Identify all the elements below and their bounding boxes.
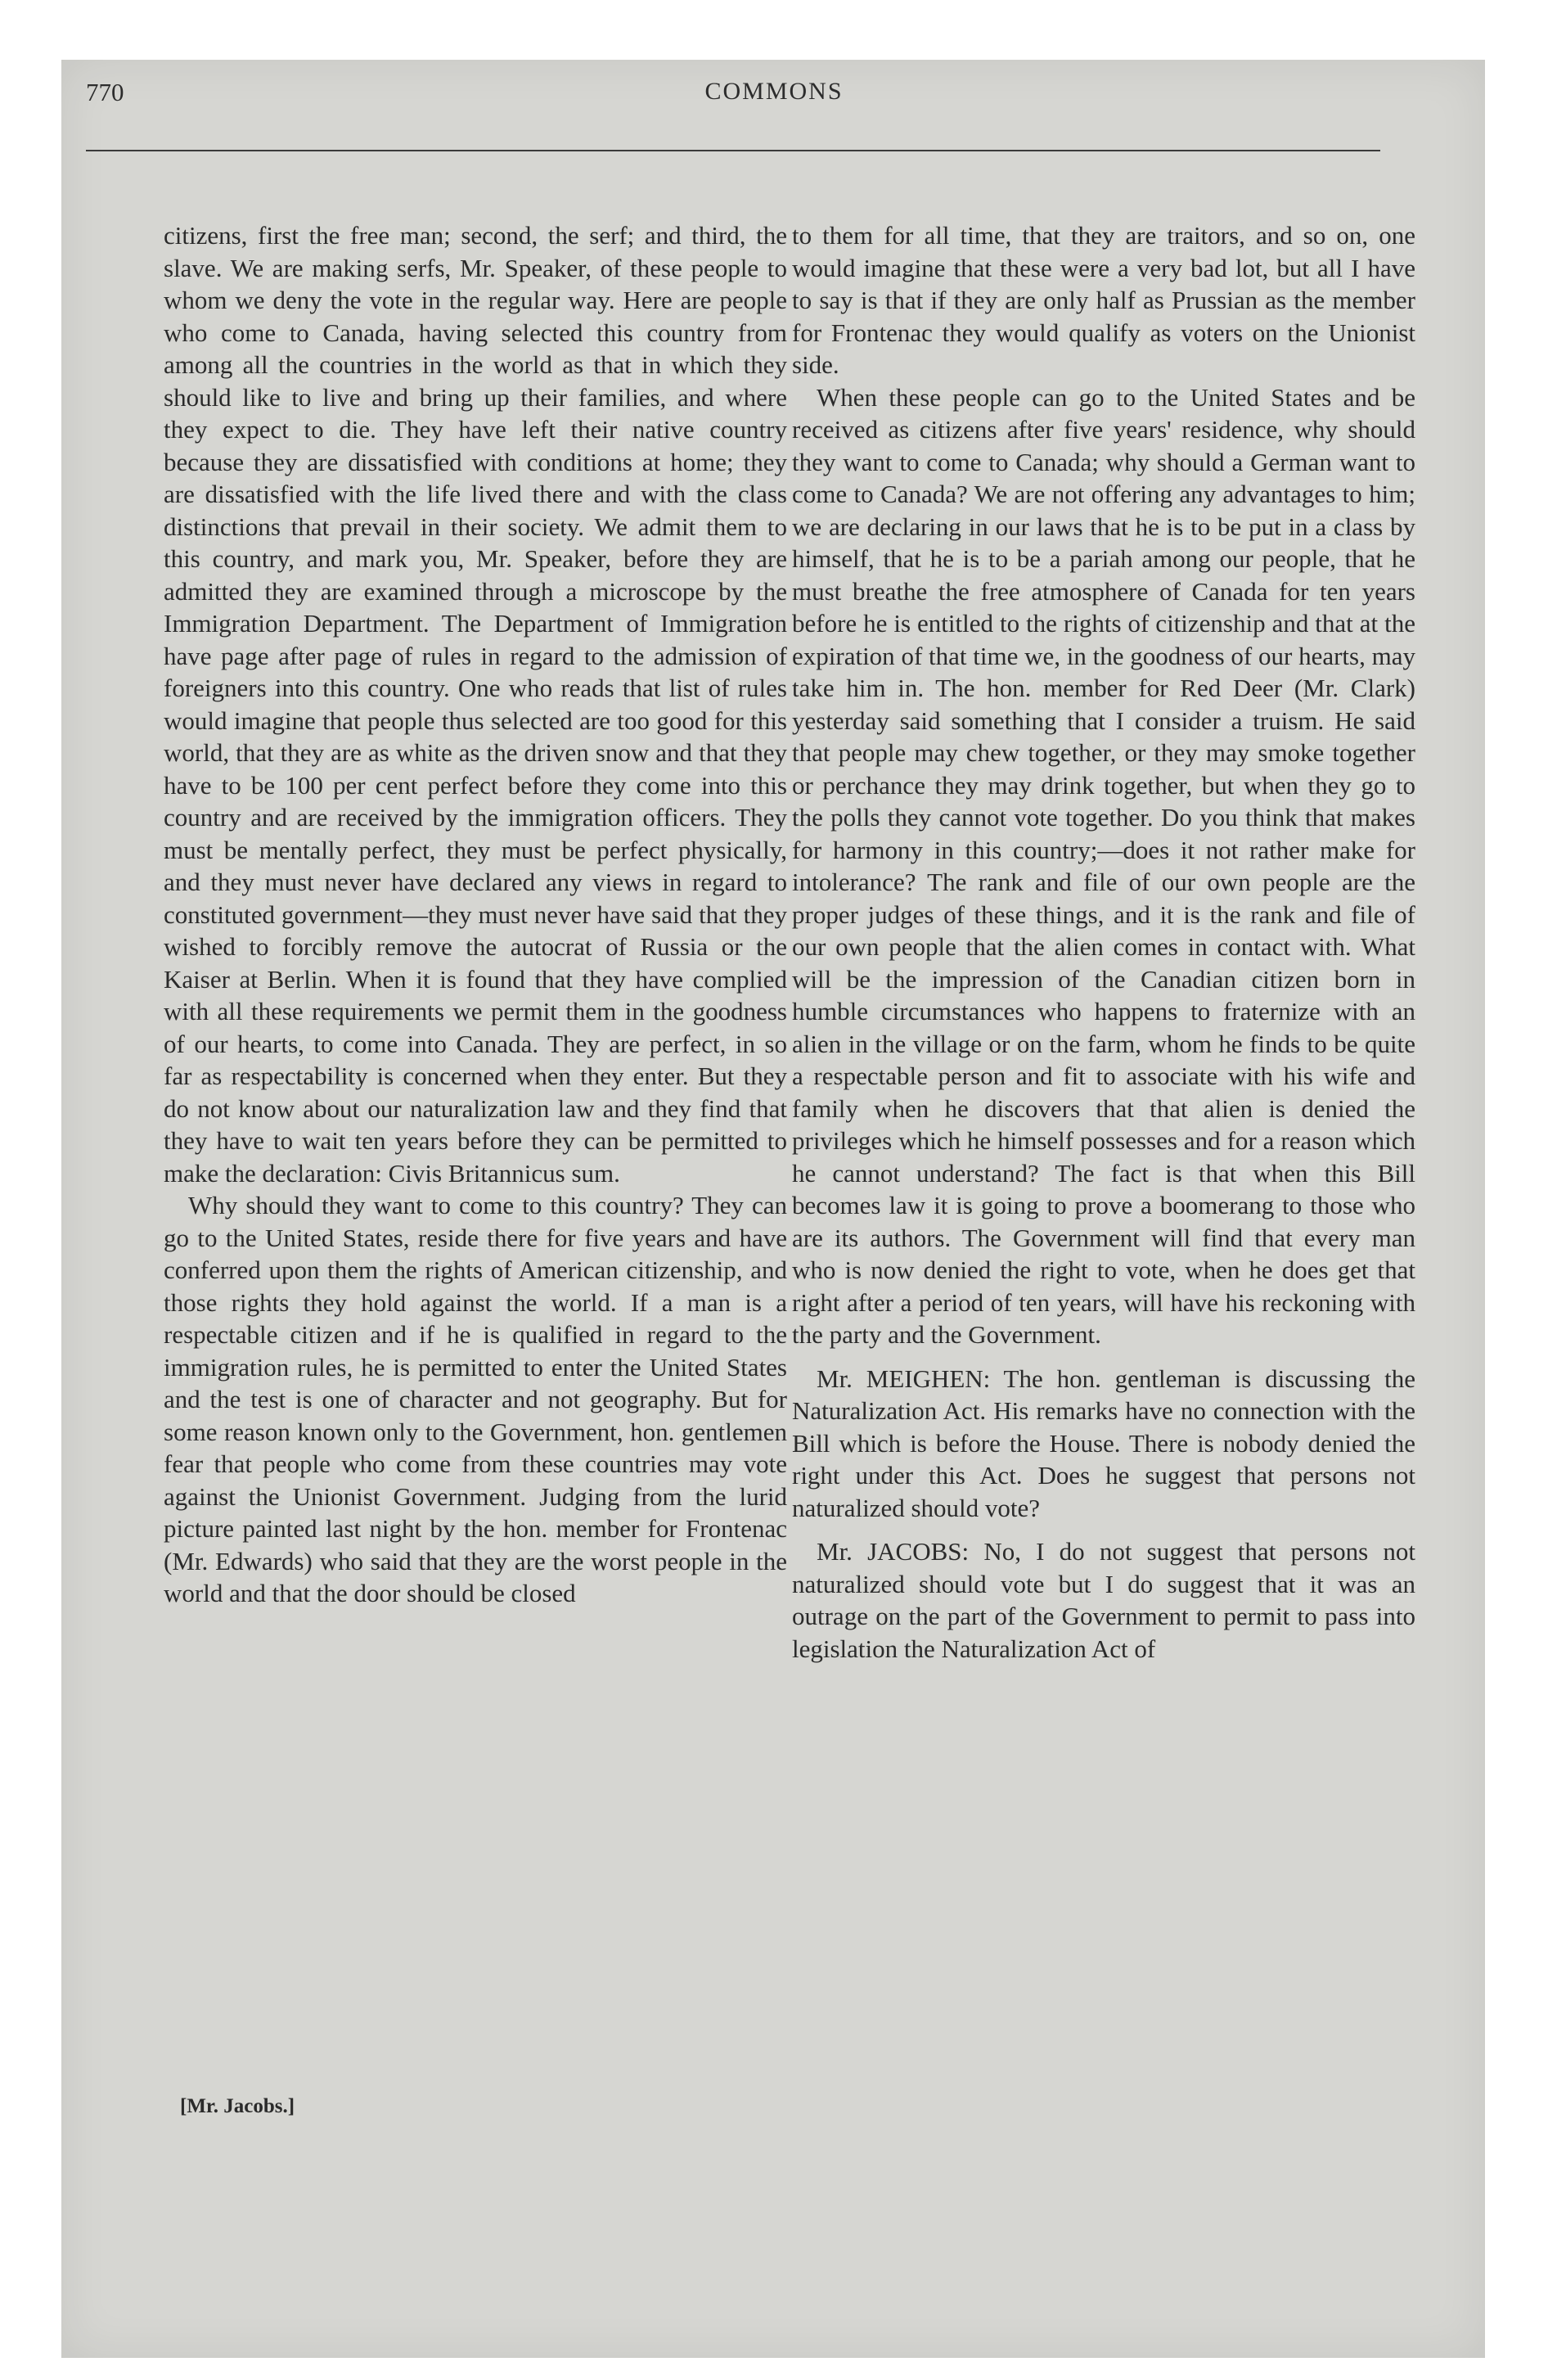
running-head: COMMONS: [704, 78, 844, 105]
paragraph: to them for all time, that they are traitors, and so on, one would imagine that these were a very bad lot, but all I have to say is that if they are only half as Prussian as the member for Frontenac they would qualify as voters on the Unionist side.: [792, 221, 1415, 379]
page-number: 770: [86, 78, 124, 106]
header-rule: [86, 150, 1380, 151]
paragraph: Mr. MEIGHEN: The hon. gentleman is discussing the Naturalization Act. His remarks have no connection with the Bill which is before the House. There is nobody denied the right under this Act. Does he suggest that persons not naturalized should vote?: [792, 1364, 1415, 1522]
right-column: [792, 219, 1415, 1665]
paragraph: Why should they want to come to this country? They can go to the United States, reside there for five years and have conferred upon them the rights of American citizenship, and those rights they hold against the world. If a man is a respectable citizen and if he is qualified in regard to the immigration rules, he is permitted to enter the United States and the test is one of character and not geography. But for some reason known only to the Government, hon. gentlemen fear that people who come from these countries may vote against the Unionist Government. Judging from the lurid picture painted last night by the hon. member for Frontenac (Mr. Edwards) who said that they are the worst people in the world and that the door should be closed: [164, 1191, 787, 1607]
left-column: [164, 219, 787, 1610]
paragraph: When these people can go to the United States and be received as citizens after five years' residence, why should they want to come to Canada; why should a German want to come to Canada? We are not offering any advantages to him; we are declaring in our laws that he is to be put in a class by himself, that he is to be a pariah among our people, that he must breathe the free atmosphere of Canada for ten years before he is entitled to the rights of citizenship and that at the expiration of that time we, in the goodness of our hearts, may take him in. The hon. member for Red Deer (Mr. Clark) yesterday said something that I consider a truism. He said that people may chew together, or they may smoke together or perchance they may drink together, but when they go to the polls they cannot vote together. Do you think that makes for harmony in this country;—does it not rather make for intolerance? The rank and file of our own people are the proper judges of these things, and it is the rank and file of our own people that the alien comes in contact with. What will be the impression of the Canadian citizen born in humble circumstances who happens to fraternize with an alien in the village or on the farm, whom he finds to be quite a respectable person and fit to associate with his wife and family when he discovers that that alien is denied the privileges which he himself possesses and for a reason which he cannot understand? The fact is that when this Bill becomes law it is going to prove a boomerang to those who are its authors. The Government will find that every man who is now denied the right to vote, when he does get that right after a period of ten years, will have his reckoning with the party and the Government.: [792, 382, 1415, 1349]
speaker-signature: [Mr. Jacobs.]: [180, 2095, 295, 2117]
paragraph: Mr. JACOBS: No, I do not suggest that persons not naturalized should vote but I do suggest that it was an outrage on the part of the Government to permit to pass into legislation the Naturalization Act of: [792, 1537, 1415, 1663]
page-header: [86, 78, 1462, 127]
paragraph: citizens, first the free man; second, the serf; and third, the slave. We are making serfs, Mr. Speaker, of these people to whom we deny the vote in the regular way. Here are people who come to Canada, having selected this country from among all the countries in the world as that in which they should like to live and bring up their families, and where they expect to die. They have left their native country because they are dissatisfied with conditions at home; they are dissatisfied with the life lived there and with the class distinctions that prevail in their society. We admit them to this country, and mark you, Mr. Speaker, before they are admitted they are examined through a microscope by the Immigration Department. The Department of Immigration have page after page of rules in regard to the admission of foreigners into this country. One who reads that list of rules would imagine that people thus selected are too good for this world, that they are as white as the driven snow and that they have to be 100 per cent perfect before they come into this country and are received by the immigration officers. They must be mentally perfect, they must be perfect physically, and they must never have declared any views in regard to constituted government—they must never have said that they wished to forcibly remove the autocrat of Russia or the Kaiser at Berlin. When it is found that they have complied with all these requirements we permit them in the goodness of our hearts, to come into Canada. They are perfect, in so far as respectability is concerned when they enter. But they do not know about our naturalization law and they find that they have to wait ten years before they can be permitted to make the declaration: Civis Britannicus sum.: [164, 221, 787, 1188]
